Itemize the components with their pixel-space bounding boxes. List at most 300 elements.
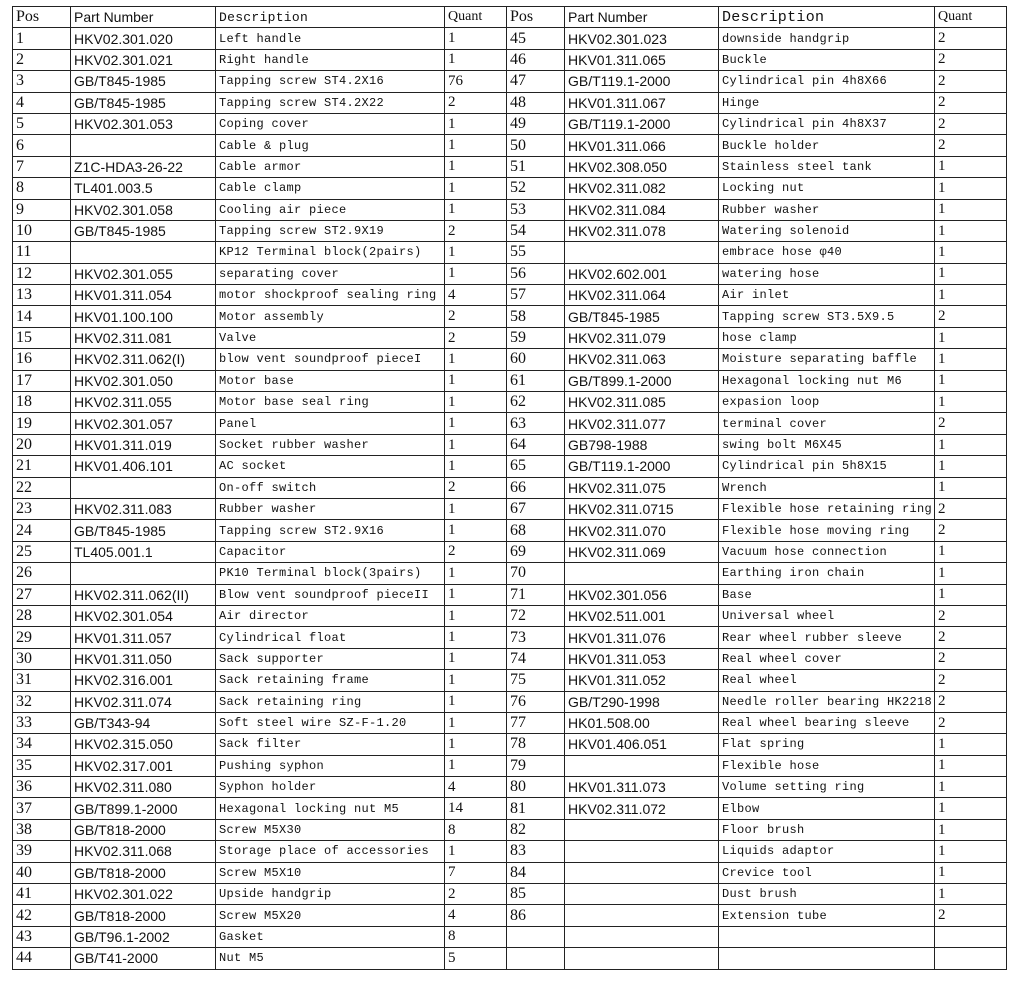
left-part-number-cell: GB/T845-1985 bbox=[71, 92, 216, 113]
right-quantity-cell: 1 bbox=[935, 199, 1007, 220]
right-quantity-cell: 1 bbox=[935, 370, 1007, 391]
right-pos-cell: 59 bbox=[507, 327, 565, 348]
left-quantity-cell: 4 bbox=[445, 285, 507, 306]
left-pos-cell: 21 bbox=[13, 456, 71, 477]
right-quantity-cell: 1 bbox=[935, 777, 1007, 798]
left-quantity-cell: 14 bbox=[445, 798, 507, 819]
table-row bbox=[13, 584, 1007, 605]
left-pos-cell: 37 bbox=[13, 798, 71, 819]
left-description-cell: Socket rubber washer bbox=[216, 434, 445, 455]
left-part-number-cell: Z1C-HDA3-26-22 bbox=[71, 156, 216, 177]
left-part-number-cell: HKV01.311.054 bbox=[71, 285, 216, 306]
left-quantity-cell: 1 bbox=[445, 498, 507, 519]
right-description-cell: Vacuum hose connection bbox=[719, 541, 935, 562]
left-pos-cell: 25 bbox=[13, 541, 71, 562]
left-quantity-cell: 1 bbox=[445, 413, 507, 434]
left-description-cell: Motor assembly bbox=[216, 306, 445, 327]
right-description-cell: Rear wheel rubber sleeve bbox=[719, 627, 935, 648]
right-pos-cell: 82 bbox=[507, 819, 565, 840]
left-quantity-cell: 1 bbox=[445, 178, 507, 199]
right-quantity-cell: 2 bbox=[935, 712, 1007, 733]
right-description-cell: Cylindrical pin 5h8X15 bbox=[719, 456, 935, 477]
right-pos-cell: 77 bbox=[507, 712, 565, 733]
left-description-cell: Tapping screw ST4.2X22 bbox=[216, 92, 445, 113]
left-pos-cell: 1 bbox=[13, 28, 71, 49]
left-pos-cell: 22 bbox=[13, 477, 71, 498]
right-description-cell: Buckle bbox=[719, 49, 935, 70]
left-pos-cell: 9 bbox=[13, 199, 71, 220]
table-row bbox=[13, 135, 1007, 156]
table-row bbox=[13, 477, 1007, 498]
right-pos-cell: 64 bbox=[507, 434, 565, 455]
left-pos-cell: 24 bbox=[13, 520, 71, 541]
left-pos-cell: 8 bbox=[13, 178, 71, 199]
left-part-number-cell: HKV01.311.019 bbox=[71, 434, 216, 455]
table-row bbox=[13, 242, 1007, 263]
left-part-number-cell: HKV02.301.053 bbox=[71, 113, 216, 134]
parts-table-body bbox=[13, 28, 1007, 969]
left-part-number-cell: HKV01.100.100 bbox=[71, 306, 216, 327]
left-quantity-cell: 1 bbox=[445, 841, 507, 862]
right-part-number-cell: HKV01.406.051 bbox=[565, 734, 719, 755]
left-pos-cell: 16 bbox=[13, 349, 71, 370]
left-quantity-cell: 1 bbox=[445, 135, 507, 156]
right-pos-cell: 65 bbox=[507, 456, 565, 477]
right-description-cell: Real wheel cover bbox=[719, 648, 935, 669]
left-quantity-cell: 1 bbox=[445, 370, 507, 391]
left-quantity-cell: 1 bbox=[445, 520, 507, 541]
right-description-cell: hose clamp bbox=[719, 327, 935, 348]
right-description-cell: Dust brush bbox=[719, 884, 935, 905]
right-quantity-cell: 2 bbox=[935, 49, 1007, 70]
left-quantity-cell: 5 bbox=[445, 948, 507, 969]
right-description-cell: expasion loop bbox=[719, 392, 935, 413]
table-row bbox=[13, 178, 1007, 199]
left-part-number-cell: HKV02.301.022 bbox=[71, 884, 216, 905]
left-pos-cell: 5 bbox=[13, 113, 71, 134]
left-quantity-cell: 1 bbox=[445, 113, 507, 134]
left-pos-cell: 20 bbox=[13, 434, 71, 455]
left-part-number-cell: GB/T845-1985 bbox=[71, 71, 216, 92]
left-part-number-cell: HKV02.311.055 bbox=[71, 392, 216, 413]
left-description-cell: Air director bbox=[216, 605, 445, 626]
table-row bbox=[13, 798, 1007, 819]
table-row bbox=[13, 712, 1007, 733]
left-pos-cell: 33 bbox=[13, 712, 71, 733]
left-part-number-cell: HKV01.311.057 bbox=[71, 627, 216, 648]
right-pos-cell: 78 bbox=[507, 734, 565, 755]
table-row bbox=[13, 926, 1007, 947]
left-part-number-cell: HKV02.301.020 bbox=[71, 28, 216, 49]
right-description-cell: swing bolt M6X45 bbox=[719, 434, 935, 455]
table-row bbox=[13, 734, 1007, 755]
right-description-cell: terminal cover bbox=[719, 413, 935, 434]
left-part-number-cell: HKV02.315.050 bbox=[71, 734, 216, 755]
left-part-number-cell: GB/T96.1-2002 bbox=[71, 926, 216, 947]
right-part-number-cell: HKV02.311.079 bbox=[565, 327, 719, 348]
left-quantity-cell: 1 bbox=[445, 584, 507, 605]
left-pos-cell: 7 bbox=[13, 156, 71, 177]
left-quantity-cell: 8 bbox=[445, 926, 507, 947]
left-description-cell: Cable clamp bbox=[216, 178, 445, 199]
right-pos-cell: 53 bbox=[507, 199, 565, 220]
left-part-number-cell: GB/T343-94 bbox=[71, 712, 216, 733]
left-quantity-cell: 2 bbox=[445, 92, 507, 113]
right-quantity-cell: 2 bbox=[935, 28, 1007, 49]
table-row bbox=[13, 92, 1007, 113]
right-pos-cell: 48 bbox=[507, 92, 565, 113]
left-quantity-cell: 7 bbox=[445, 862, 507, 883]
right-quantity-cell: 1 bbox=[935, 563, 1007, 584]
left-part-number-cell: GB/T41-2000 bbox=[71, 948, 216, 969]
right-quantity-cell: 2 bbox=[935, 71, 1007, 92]
right-pos-cell: 71 bbox=[507, 584, 565, 605]
header-quant: Quant bbox=[445, 7, 507, 28]
right-part-number-cell: HKV02.311.084 bbox=[565, 199, 719, 220]
left-description-cell: Hexagonal locking nut M5 bbox=[216, 798, 445, 819]
right-pos-cell: 79 bbox=[507, 755, 565, 776]
right-quantity-cell: 1 bbox=[935, 285, 1007, 306]
right-description-cell: Buckle holder bbox=[719, 135, 935, 156]
right-part-number-cell bbox=[565, 905, 719, 926]
right-pos-cell: 58 bbox=[507, 306, 565, 327]
left-description-cell: Storage place of accessories bbox=[216, 841, 445, 862]
header-description-right: Description bbox=[719, 7, 935, 28]
right-description-cell bbox=[719, 948, 935, 969]
right-pos-cell: 80 bbox=[507, 777, 565, 798]
right-quantity-cell: 2 bbox=[935, 113, 1007, 134]
left-pos-cell: 35 bbox=[13, 755, 71, 776]
left-pos-cell: 4 bbox=[13, 92, 71, 113]
left-pos-cell: 32 bbox=[13, 691, 71, 712]
left-description-cell: Motor base seal ring bbox=[216, 392, 445, 413]
left-quantity-cell: 2 bbox=[445, 306, 507, 327]
right-pos-cell: 57 bbox=[507, 285, 565, 306]
right-part-number-cell: HKV01.311.076 bbox=[565, 627, 719, 648]
table-row bbox=[13, 648, 1007, 669]
right-pos-cell: 56 bbox=[507, 263, 565, 284]
left-part-number-cell: HKV02.301.050 bbox=[71, 370, 216, 391]
right-pos-cell: 76 bbox=[507, 691, 565, 712]
left-quantity-cell: 1 bbox=[445, 434, 507, 455]
table-row bbox=[13, 605, 1007, 626]
right-description-cell: Cylindrical pin 4h8X37 bbox=[719, 113, 935, 134]
left-quantity-cell: 2 bbox=[445, 327, 507, 348]
right-part-number-cell: HKV02.311.064 bbox=[565, 285, 719, 306]
left-description-cell: Cylindrical float bbox=[216, 627, 445, 648]
right-part-number-cell: GB/T845-1985 bbox=[565, 306, 719, 327]
left-description-cell: separating cover bbox=[216, 263, 445, 284]
left-description-cell: Coping cover bbox=[216, 113, 445, 134]
left-part-number-cell bbox=[71, 135, 216, 156]
left-quantity-cell: 1 bbox=[445, 605, 507, 626]
left-part-number-cell: HKV02.317.001 bbox=[71, 755, 216, 776]
right-pos-cell: 47 bbox=[507, 71, 565, 92]
right-description-cell: Flexible hose retaining ring bbox=[719, 498, 935, 519]
right-quantity-cell: 2 bbox=[935, 605, 1007, 626]
table-row bbox=[13, 349, 1007, 370]
left-quantity-cell: 1 bbox=[445, 28, 507, 49]
header-row bbox=[13, 7, 1007, 28]
left-part-number-cell: TL401.003.5 bbox=[71, 178, 216, 199]
right-quantity-cell: 1 bbox=[935, 242, 1007, 263]
right-pos-cell: 49 bbox=[507, 113, 565, 134]
left-pos-cell: 31 bbox=[13, 670, 71, 691]
right-part-number-cell bbox=[565, 242, 719, 263]
right-part-number-cell: HKV02.602.001 bbox=[565, 263, 719, 284]
right-pos-cell: 62 bbox=[507, 392, 565, 413]
right-pos-cell: 84 bbox=[507, 862, 565, 883]
left-description-cell: Tapping screw ST2.9X16 bbox=[216, 520, 445, 541]
left-description-cell: Cable & plug bbox=[216, 135, 445, 156]
right-quantity-cell: 1 bbox=[935, 349, 1007, 370]
left-description-cell: Pushing syphon bbox=[216, 755, 445, 776]
right-quantity-cell bbox=[935, 926, 1007, 947]
right-part-number-cell: HK01.508.00 bbox=[565, 712, 719, 733]
right-quantity-cell: 1 bbox=[935, 178, 1007, 199]
right-description-cell: Elbow bbox=[719, 798, 935, 819]
right-description-cell: Volume setting ring bbox=[719, 777, 935, 798]
left-pos-cell: 2 bbox=[13, 49, 71, 70]
table-row bbox=[13, 670, 1007, 691]
right-part-number-cell bbox=[565, 926, 719, 947]
left-quantity-cell: 1 bbox=[445, 734, 507, 755]
right-description-cell: Hinge bbox=[719, 92, 935, 113]
table-row bbox=[13, 370, 1007, 391]
left-quantity-cell: 1 bbox=[445, 755, 507, 776]
right-part-number-cell bbox=[565, 755, 719, 776]
right-description-cell: Earthing iron chain bbox=[719, 563, 935, 584]
right-pos-cell: 69 bbox=[507, 541, 565, 562]
right-description-cell: Liquids adaptor bbox=[719, 841, 935, 862]
left-part-number-cell: HKV02.311.080 bbox=[71, 777, 216, 798]
right-quantity-cell: 2 bbox=[935, 135, 1007, 156]
left-pos-cell: 12 bbox=[13, 263, 71, 284]
left-part-number-cell bbox=[71, 242, 216, 263]
left-part-number-cell: HKV02.301.058 bbox=[71, 199, 216, 220]
left-quantity-cell: 1 bbox=[445, 563, 507, 584]
left-description-cell: Cooling air piece bbox=[216, 199, 445, 220]
right-pos-cell: 45 bbox=[507, 28, 565, 49]
left-part-number-cell bbox=[71, 477, 216, 498]
table-row bbox=[13, 691, 1007, 712]
left-description-cell: Sack retaining ring bbox=[216, 691, 445, 712]
right-description-cell: Moisture separating baffle bbox=[719, 349, 935, 370]
right-part-number-cell: HKV02.311.077 bbox=[565, 413, 719, 434]
table-row bbox=[13, 498, 1007, 519]
right-part-number-cell: HKV02.311.075 bbox=[565, 477, 719, 498]
right-description-cell: downside handgrip bbox=[719, 28, 935, 49]
table-row bbox=[13, 199, 1007, 220]
left-quantity-cell: 2 bbox=[445, 477, 507, 498]
left-pos-cell: 17 bbox=[13, 370, 71, 391]
header-pos: Pos bbox=[13, 7, 71, 28]
right-description-cell: Hexagonal locking nut M6 bbox=[719, 370, 935, 391]
left-pos-cell: 40 bbox=[13, 862, 71, 883]
right-quantity-cell: 1 bbox=[935, 541, 1007, 562]
left-description-cell: Screw M5X20 bbox=[216, 905, 445, 926]
right-quantity-cell: 1 bbox=[935, 819, 1007, 840]
right-pos-cell: 85 bbox=[507, 884, 565, 905]
right-pos-cell: 51 bbox=[507, 156, 565, 177]
right-quantity-cell: 2 bbox=[935, 92, 1007, 113]
left-description-cell: Nut M5 bbox=[216, 948, 445, 969]
right-quantity-cell: 1 bbox=[935, 862, 1007, 883]
right-part-number-cell: HKV01.311.066 bbox=[565, 135, 719, 156]
right-part-number-cell bbox=[565, 841, 719, 862]
right-pos-cell: 61 bbox=[507, 370, 565, 391]
left-description-cell: KP12 Terminal block(2pairs) bbox=[216, 242, 445, 263]
left-pos-cell: 23 bbox=[13, 498, 71, 519]
right-quantity-cell: 2 bbox=[935, 627, 1007, 648]
left-part-number-cell: HKV02.301.057 bbox=[71, 413, 216, 434]
right-pos-cell: 70 bbox=[507, 563, 565, 584]
left-quantity-cell: 8 bbox=[445, 819, 507, 840]
left-part-number-cell: GB/T818-2000 bbox=[71, 819, 216, 840]
left-description-cell: Rubber washer bbox=[216, 498, 445, 519]
right-part-number-cell: GB/T290-1998 bbox=[565, 691, 719, 712]
left-description-cell: Sack supporter bbox=[216, 648, 445, 669]
left-pos-cell: 39 bbox=[13, 841, 71, 862]
right-part-number-cell: HKV02.301.023 bbox=[565, 28, 719, 49]
table-row bbox=[13, 520, 1007, 541]
right-pos-cell bbox=[507, 926, 565, 947]
right-pos-cell: 60 bbox=[507, 349, 565, 370]
left-quantity-cell: 1 bbox=[445, 648, 507, 669]
left-description-cell: Syphon holder bbox=[216, 777, 445, 798]
left-part-number-cell: HKV02.311.074 bbox=[71, 691, 216, 712]
left-part-number-cell: HKV02.311.062(I) bbox=[71, 349, 216, 370]
right-part-number-cell: HKV01.311.067 bbox=[565, 92, 719, 113]
right-part-number-cell: GB798-1988 bbox=[565, 434, 719, 455]
table-row bbox=[13, 841, 1007, 862]
right-part-number-cell: HKV02.511.001 bbox=[565, 605, 719, 626]
left-pos-cell: 28 bbox=[13, 605, 71, 626]
right-part-number-cell: HKV02.311.070 bbox=[565, 520, 719, 541]
left-pos-cell: 26 bbox=[13, 563, 71, 584]
left-pos-cell: 43 bbox=[13, 926, 71, 947]
left-quantity-cell: 1 bbox=[445, 456, 507, 477]
left-description-cell: Soft steel wire SZ-F-1.20 bbox=[216, 712, 445, 733]
left-part-number-cell: HKV02.301.021 bbox=[71, 49, 216, 70]
left-quantity-cell: 1 bbox=[445, 712, 507, 733]
left-part-number-cell: GB/T899.1-2000 bbox=[71, 798, 216, 819]
table-row bbox=[13, 884, 1007, 905]
right-description-cell: Universal wheel bbox=[719, 605, 935, 626]
left-quantity-cell: 4 bbox=[445, 905, 507, 926]
table-row bbox=[13, 541, 1007, 562]
right-pos-cell: 52 bbox=[507, 178, 565, 199]
left-quantity-cell: 2 bbox=[445, 220, 507, 241]
left-pos-cell: 34 bbox=[13, 734, 71, 755]
left-description-cell: Cable armor bbox=[216, 156, 445, 177]
right-description-cell: Flexible hose bbox=[719, 755, 935, 776]
right-pos-cell: 81 bbox=[507, 798, 565, 819]
header-part-number: Part Number bbox=[71, 7, 216, 28]
table-row bbox=[13, 563, 1007, 584]
left-part-number-cell: GB/T845-1985 bbox=[71, 520, 216, 541]
right-description-cell: Watering solenoid bbox=[719, 220, 935, 241]
right-quantity-cell: 1 bbox=[935, 456, 1007, 477]
right-part-number-cell: HKV02.311.085 bbox=[565, 392, 719, 413]
left-pos-cell: 14 bbox=[13, 306, 71, 327]
right-description-cell: Rubber washer bbox=[719, 199, 935, 220]
left-pos-cell: 3 bbox=[13, 71, 71, 92]
table-row bbox=[13, 306, 1007, 327]
right-part-number-cell: HKV02.301.056 bbox=[565, 584, 719, 605]
left-quantity-cell: 1 bbox=[445, 263, 507, 284]
left-quantity-cell: 2 bbox=[445, 541, 507, 562]
right-description-cell: Real wheel bbox=[719, 670, 935, 691]
right-description-cell: watering hose bbox=[719, 263, 935, 284]
left-description-cell: PK10 Terminal block(3pairs) bbox=[216, 563, 445, 584]
right-part-number-cell: HKV01.311.053 bbox=[565, 648, 719, 669]
right-pos-cell: 83 bbox=[507, 841, 565, 862]
right-description-cell: Extension tube bbox=[719, 905, 935, 926]
right-quantity-cell: 1 bbox=[935, 734, 1007, 755]
right-quantity-cell: 1 bbox=[935, 798, 1007, 819]
left-pos-cell: 18 bbox=[13, 392, 71, 413]
right-pos-cell: 46 bbox=[507, 49, 565, 70]
table-row bbox=[13, 755, 1007, 776]
right-part-number-cell: GB/T899.1-2000 bbox=[565, 370, 719, 391]
right-description-cell: Flexible hose moving ring bbox=[719, 520, 935, 541]
right-part-number-cell bbox=[565, 884, 719, 905]
right-part-number-cell: HKV02.311.063 bbox=[565, 349, 719, 370]
left-description-cell: AC socket bbox=[216, 456, 445, 477]
right-description-cell: Needle roller bearing HK2218 bbox=[719, 691, 935, 712]
left-pos-cell: 38 bbox=[13, 819, 71, 840]
left-description-cell: Tapping screw ST2.9X19 bbox=[216, 220, 445, 241]
right-part-number-cell bbox=[565, 563, 719, 584]
left-part-number-cell: HKV02.311.062(II) bbox=[71, 584, 216, 605]
table-row bbox=[13, 434, 1007, 455]
parts-list-sheet bbox=[12, 6, 1007, 970]
right-part-number-cell: HKV01.311.073 bbox=[565, 777, 719, 798]
left-part-number-cell: HKV01.406.101 bbox=[71, 456, 216, 477]
right-quantity-cell: 1 bbox=[935, 755, 1007, 776]
right-quantity-cell: 2 bbox=[935, 413, 1007, 434]
table-row bbox=[13, 220, 1007, 241]
left-pos-cell: 10 bbox=[13, 220, 71, 241]
right-quantity-cell: 1 bbox=[935, 884, 1007, 905]
left-pos-cell: 19 bbox=[13, 413, 71, 434]
left-pos-cell: 41 bbox=[13, 884, 71, 905]
right-pos-cell: 68 bbox=[507, 520, 565, 541]
table-row bbox=[13, 627, 1007, 648]
header-pos-right: Pos bbox=[507, 7, 565, 28]
header-quant-right: Quant bbox=[935, 7, 1007, 28]
left-quantity-cell: 1 bbox=[445, 392, 507, 413]
right-quantity-cell: 1 bbox=[935, 220, 1007, 241]
left-quantity-cell: 4 bbox=[445, 777, 507, 798]
right-part-number-cell: HKV02.311.082 bbox=[565, 178, 719, 199]
right-pos-cell: 74 bbox=[507, 648, 565, 669]
left-quantity-cell: 1 bbox=[445, 670, 507, 691]
table-row bbox=[13, 777, 1007, 798]
left-pos-cell: 15 bbox=[13, 327, 71, 348]
left-pos-cell: 44 bbox=[13, 948, 71, 969]
right-pos-cell: 67 bbox=[507, 498, 565, 519]
table-row bbox=[13, 28, 1007, 49]
right-quantity-cell: 2 bbox=[935, 648, 1007, 669]
left-quantity-cell: 1 bbox=[445, 49, 507, 70]
right-pos-cell: 75 bbox=[507, 670, 565, 691]
left-quantity-cell: 1 bbox=[445, 156, 507, 177]
left-quantity-cell: 76 bbox=[445, 71, 507, 92]
left-pos-cell: 13 bbox=[13, 285, 71, 306]
left-description-cell: Left handle bbox=[216, 28, 445, 49]
